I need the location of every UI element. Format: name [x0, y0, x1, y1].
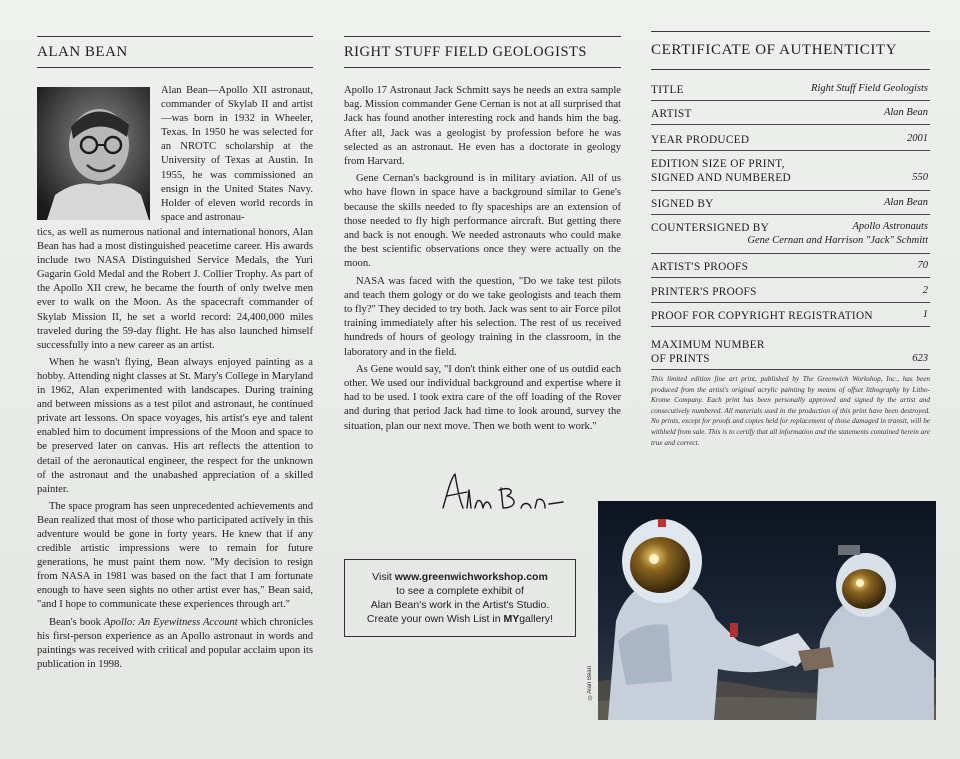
cert-row-value: 70 [917, 260, 928, 271]
cert-heading-underline [651, 69, 930, 70]
artwork-image [598, 501, 936, 720]
story-paragraph-3: NASA was faced with the question, "Do we take test pilots and teach them gology or do we take geologists and teach them to fly?" They decided to try both. Jack was sent to air Force pilot training immediately after his selection. The rest of us received hundreds of hours of geology training in the classroom, in the laboratory and in the field. [344, 275, 621, 358]
bio-body [37, 226, 313, 672]
bio-intro-text: Alan Bean—Apollo XII astronaut, commander of Skylab II and artist—was born in 1932 in Wheeler, Texas. In 1950 he was selected for an NROTC scholarship at the University of Texas at Austin. In 1955, he was commissioned an ensign in the United States Navy. Holder of eleven world records in space and astronau- [161, 85, 313, 223]
cert-row [651, 78, 930, 101]
bio-paragraph-1-cont: tics, as well as numerous national and international honors, Alan Bean has had a most distinguished peacetime career. His awards include two NASA Distinguished Service Medals, the Yuri Gagarin Gold Medal and the Robert J. Collier Trophy. As part of the Apollo XII crew, he became the fourth of only twelve men ever to walk on the Moon. As the spacecraft commander of Skylab Mission II, he set a world record: 24,400,000 miles traveled during the 59-day flight. He has also launched himself successfully into a new career as an artist. [37, 227, 313, 351]
cert-row [651, 102, 930, 125]
cert-row-label: EDITION SIZE OF PRINT, [651, 158, 785, 170]
cert-row-label-line2: OF PRINTS [651, 353, 710, 365]
cert-row [651, 152, 930, 191]
cert-row [651, 216, 930, 254]
story-body [344, 84, 621, 434]
cert-row [651, 304, 930, 327]
cert-row-value: 623 [912, 353, 928, 364]
cert-row-value-line2: Gene Cernan and Harrison "Jack" Schmitt [747, 235, 928, 246]
cert-row [651, 128, 930, 151]
book-text-pre: Bean's book [49, 616, 104, 628]
artist-portrait [37, 87, 150, 220]
book-title: Apollo: An Eyewitness Account [103, 616, 238, 628]
cert-row-label: ARTIST [651, 108, 692, 120]
bio-paragraph-4 [37, 616, 313, 672]
cert-row-value: Apollo Astronauts [852, 221, 928, 232]
cert-row-label-line2: SIGNED AND NUMBERED [651, 172, 792, 184]
cert-row-value: Right Stuff Field Geologists [811, 83, 928, 94]
story-paragraph-4: As Gene would say, "I don't think either one of us outdid each other. We used our individual background and expertise where it had to be used. I took extra care of the off loading of the Rover and during that period Jack had time to look around, survey the situation, plan our next move. Then we both went to work." [344, 363, 621, 432]
website-promo-box [344, 559, 576, 637]
bio-paragraph-3: The space program has seen unprecedented achievements and Bean realized that most of those who participated actively in this adventure would be gone in forty years. He knew that if any credible artistic impressions were to remain for future generations, he must paint them now. "My decision to resign from NASA in 1981 was based on the fact that I am fortunate enough to have seen sights no other artist ever has," Bean said, "and I hope to communicate these experiences through art." [37, 500, 313, 611]
cert-row [651, 255, 930, 278]
story-heading: RIGHT STUFF FIELD GEOLOGISTS [344, 44, 587, 60]
cert-row-value: 2001 [907, 133, 928, 144]
cert-row [651, 333, 930, 370]
promo-line-4 [345, 612, 575, 626]
cert-heading: CERTIFICATE OF AUTHENTICITY [651, 42, 898, 58]
cert-row-label: SIGNED BY [651, 198, 714, 210]
promo-wishlist-text: Create your own Wish List in [366, 613, 504, 625]
artist-signature [437, 468, 567, 514]
promo-gallery-text: gallery! [519, 613, 554, 625]
cert-row-label: PROOF FOR COPYRIGHT REGISTRATION [651, 310, 873, 322]
story-paragraph-2: Gene Cernan's background is in military aviation. All of us who have flown in space have a background similar to Gene's because the skills needed to fly spaceships are an extension of those needed to fly high performance aircraft. But getting there and back is not enough. We needed astronauts who could make the best scientific observations once they were actually on the moon. [344, 173, 621, 270]
bio-paragraph-2: When he wasn't flying, Bean always enjoyed painting as a hobby. Attending night classes at St. Mary's College in Maryland in 1962, Alan experimented with landscapes. During training and between missions as a test pilot and astronaut, he continued private art lessons. On space voyages, his artist's eye and talent enabled him to document impressions of the Moon and space to be preserved later on canvas. His art reflects the attention to detail of the aeronautical engineer, the respect for the unknown of the astronaut and the unabashed appreciation of a skilled painter. [37, 356, 313, 495]
cert-row-value: Alan Bean [883, 197, 928, 208]
cert-row-value: 550 [912, 172, 928, 183]
promo-line-2: to see a complete exhibit of [396, 585, 524, 597]
promo-line-3: Alan Bean's work in the Artist's Studio. [370, 599, 550, 611]
my-gallery-brand: MY [503, 613, 520, 625]
cert-row-label: YEAR PRODUCED [651, 134, 750, 146]
book-text-post: which chronicles his first-person experience as an Apollo astronaut in words and paintings was received with critical and popular acclaim upon its publication in 1998. [37, 616, 313, 670]
story-heading-rule [344, 36, 621, 37]
cert-row [651, 192, 930, 215]
cert-row-label: COUNTERSIGNED BY [651, 222, 770, 234]
story-paragraph-1: Apollo 17 Astronaut Jack Schmitt says he needs an extra sample bag. Mission commander Gene Cernan is not at all surprised that Jack has found another interesting rock and hands him the bag. After all, Jack was a geologist by profession before he was selected as an astronaut. He even has a doctorate in geology from Harvard. [344, 85, 621, 168]
bio-heading-underline [37, 67, 313, 68]
story-heading-underline [344, 67, 621, 68]
cert-row [651, 280, 930, 303]
cert-legal-note: This limited edition fine art print, published by The Greenwich Workshop, Inc., has been produced from the artist's original acrylic painting by means of offset lithography by Litho-Krome Company. Each print has been personally approved and signed by the artist and consecutively numbered. All materials used in the production of this print have been destroyed. No prints, except for proofs and copies held for replacement of those damaged in transit, will be withheld from sale. This is to certify that all information and the statements contained herein are true and correct. [651, 375, 930, 447]
promo-visit-text: Visit [372, 571, 395, 583]
cert-row-label: ARTIST'S PROOFS [651, 261, 749, 273]
cert-row-value: 1 [922, 309, 928, 320]
cert-row-value: Alan Bean [883, 107, 928, 118]
cert-row-label: TITLE [651, 84, 684, 96]
bio-heading-rule [37, 36, 313, 37]
website-link[interactable]: www.greenwichworkshop.com [394, 571, 548, 583]
cert-row-value: 2 [922, 285, 928, 296]
cert-row-label: PRINTER'S PROOFS [651, 286, 757, 298]
bio-heading: ALAN BEAN [37, 44, 128, 60]
promo-line-1 [345, 570, 575, 584]
painting-credit: ©Alan Bean [587, 666, 593, 700]
cert-row-label: MAXIMUM NUMBER [651, 339, 765, 351]
cert-heading-rule [651, 31, 930, 32]
